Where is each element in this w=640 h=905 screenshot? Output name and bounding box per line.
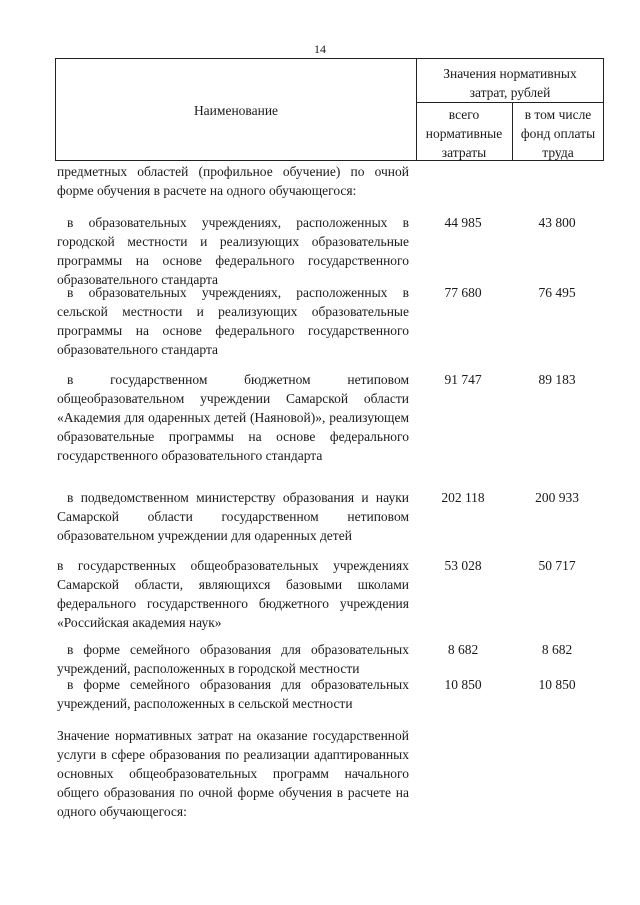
row-total: 91 747 bbox=[444, 372, 482, 387]
row-total: 202 118 bbox=[441, 490, 485, 505]
header-total: всего нормативные затраты bbox=[425, 107, 503, 160]
row-total: 10 850 bbox=[444, 677, 482, 692]
row-payroll: 89 183 bbox=[538, 372, 576, 387]
intro-text: предметных областей (профильное обучение) по очной форме обучения в расчете на одного обучающегося: bbox=[57, 164, 409, 198]
row-text: в государственном бюджетном нетиповом общеобразовательном учреждении Самарской области «Академия для одаренных детей (Наяновой)», реализующем образовательные программы на основе федерального государственного образовательного стандарта bbox=[57, 372, 409, 463]
row-total: 53 028 bbox=[444, 558, 482, 573]
header-payroll: в том числе фонд оплаты труда bbox=[520, 107, 596, 160]
row-text: в образовательных учреждениях, расположенных в городской местности и реализующих образовательные программы на основе федерального государственного образовательного стандарта bbox=[57, 215, 409, 287]
row-payroll: 43 800 bbox=[538, 215, 576, 230]
row-total: 77 680 bbox=[444, 285, 482, 300]
header-name: Наименование bbox=[193, 103, 279, 118]
row-text: в форме семейного образования для образовательных учреждений, расположенных в городской местности bbox=[57, 642, 409, 676]
row-payroll: 8 682 bbox=[541, 642, 573, 657]
page-number: 14 bbox=[314, 42, 326, 56]
row-payroll: 10 850 bbox=[538, 677, 576, 692]
row-payroll: 200 933 bbox=[535, 490, 579, 505]
row-text: в образовательных учреждениях, расположенных в сельской местности и реализующих образовательные программы на основе федерального государственного образовательного стандарта bbox=[57, 285, 409, 357]
row-total: 8 682 bbox=[447, 642, 479, 657]
row-total: 44 985 bbox=[444, 215, 482, 230]
row-text: в подведомственном министерству образования и науки Самарской области государственном нетиповом образовательном учреждении для одаренных детей bbox=[57, 490, 409, 543]
row-text: в государственных общеобразовательных учреждениях Самарской области, являющихся базовыми школами федерального государственного бюджетного учреждения «Российская академия наук» bbox=[57, 558, 409, 630]
row-text: в форме семейного образования для образовательных учреждений, расположенных в сельской местности bbox=[57, 677, 409, 711]
closing-text: Значение нормативных затрат на оказание государственной услуги в сфере образования по реализации адаптированных основных общеобразовательных программ начального общего образования по очной форме обучения в расчете на одного обучающегося: bbox=[57, 728, 409, 819]
header-group: Значения нормативных затрат, рублей bbox=[443, 66, 577, 100]
row-payroll: 76 495 bbox=[538, 285, 576, 300]
row-payroll: 50 717 bbox=[538, 558, 576, 573]
